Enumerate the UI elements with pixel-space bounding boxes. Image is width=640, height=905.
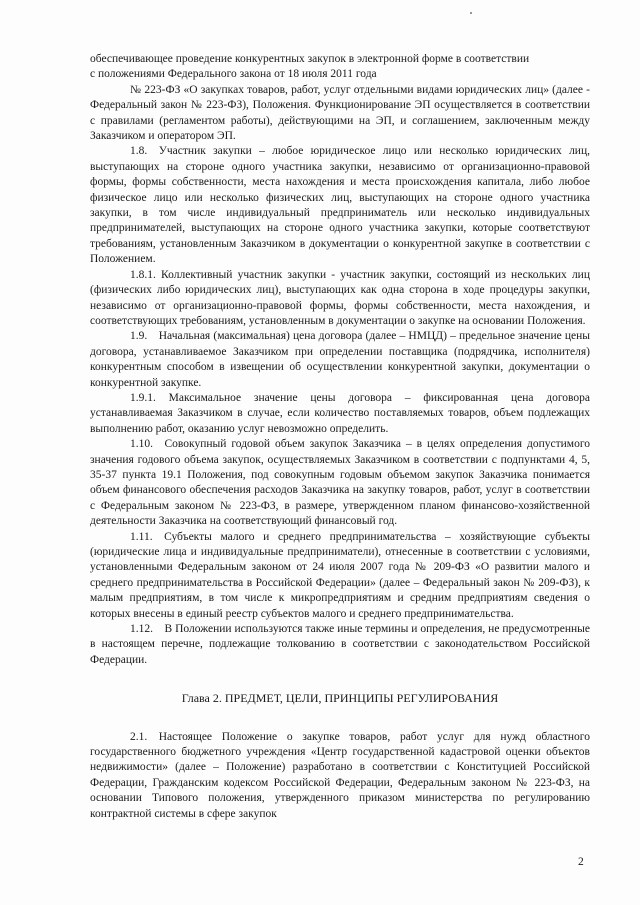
clause-1-8: 1.8. Участник закупки – любое юридическое лицо или несколько юридических лиц, выступающих на стороне одного участника закупки, независимо от организационно-правовой формы, формы собственности, места нахождения и места происхождения капитала, либо любое физическое лицо или несколько физических лиц, выступающих на стороне одного участника закупки, в том числе индивидуальный предприниматель или несколько индивидуальных предпринимателей, выступающих на стороне одного участника закупки, которые соответствуют требованиям, установленным Заказчиком в документации о конкурентной закупке в соответствии с Положением. — [90, 145, 590, 266]
paragraph-federal-law-223: № 223-ФЗ «О закупках товаров, работ, услуг отдельными видами юридических лиц» (далее - Федеральный закон № 223-ФЗ), Положения. Функционирование ЭП осуществляется в соответствии с правилами (регламентом работы), действующими на ЭП, и соглашением, заключенным между Заказчиком и оператором ЭП. — [90, 83, 590, 143]
clause-2-1: 2.1. Настоящее Положение о закупке товаров, работ услуг для нужд областного государственного бюджетного учреждения «Центр государственной кадастровой оценки объектов недвижимости» (далее – Положение) разработано в соответствии с Конституцией Российской Федерации, Гражданским кодексом Российской Федерации, Федеральным законом № 223-ФЗ, на основании Типового положения, утвержденного приказом министерства по регулированию контрактной системы в сфере закупок — [90, 730, 590, 820]
paragraph-continuation: обеспечивающее проведение конкурентных закупок в электронной форме в соответствии — [90, 53, 530, 65]
page-body — [90, 52, 590, 822]
scan-speck — [470, 12, 472, 14]
chapter-2-heading: Глава 2. ПРЕДМЕТ, ЦЕЛИ, ПРИНЦИПЫ РЕГУЛИРОВАНИЯ — [181, 691, 499, 706]
clause-1-12: 1.12. В Положении используются также иные термины и определения, не предусмотренные в настоящем перечне, подлежащие толкованию в соответствии с законодательством Российской Федерации. — [90, 623, 590, 666]
clause-1-9-1: 1.9.1. Максимальное значение цены договора – фиксированная цена договора устанавливаемая Заказчиком в случае, если количество поставляемых товаров, объем подлежащих выполнению работ, оказанию услуг невозможно определить. — [90, 391, 590, 435]
clause-1-11: 1.11. Субъекты малого и среднего предпринимательства – хозяйствующие субъекты (юридические лица и индивидуальные предприниматели), отнесенные в соответствии с условиями, установленными Федеральным законом от 24 июля 2007 года № 209-ФЗ «О развитии малого и среднего предпринимательства в Российской Федерации» (далее – Федеральный закон № 209-ФЗ), к малым предприятиям, в том числе к микропредприятиям и средним предприятиям сведения о которых внесены в единый реестр субъектов малого и среднего предпринимательства. — [90, 530, 590, 620]
page-number: 2 — [578, 856, 584, 868]
clause-1-9: 1.9. Начальная (максимальная) цена договора (далее – НМЦД) – предельное значение цены договора, устанавливаемое Заказчиком при определении поставщика (подрядчика, исполнителя) конкурентным способом в извещении об осуществлении конкурентной закупки, документации о конкурентной закупке. — [90, 330, 590, 389]
clause-1-8-1: 1.8.1. Коллективный участник закупки - участник закупки, состоящий из нескольких лиц (физических либо юридических лиц), выступающих как одна сторона в ходе процедуры закупки, независимо от организационно-правовой формы, формы собственности, места нахождения, и соответствующих требованиям, установленным в документации о закупке на основании Положения. — [90, 268, 590, 327]
paragraph-continuation-line-2: с положениями Федерального закона от 18 июля 2011 года — [90, 68, 377, 81]
clause-1-10: 1.10. Совокупный годовой объем закупок Заказчика – в целях определения допустимого значения годового объема закупок, осуществляемых Заказчиком в соответствии с подпунктами 4, 5, 35-37 пункта 19.1 Положения, под совокупным годовым объемом закупок Заказчика понимается объем финансового обеспечения расходов Заказчика на закупку товаров, работ, услуг в соответствии с Федеральным законом № 223-ФЗ, в размере, утвержденном планом финансово-хозяйственной деятельности Заказчика на соответствующий финансовый год. — [90, 438, 590, 528]
